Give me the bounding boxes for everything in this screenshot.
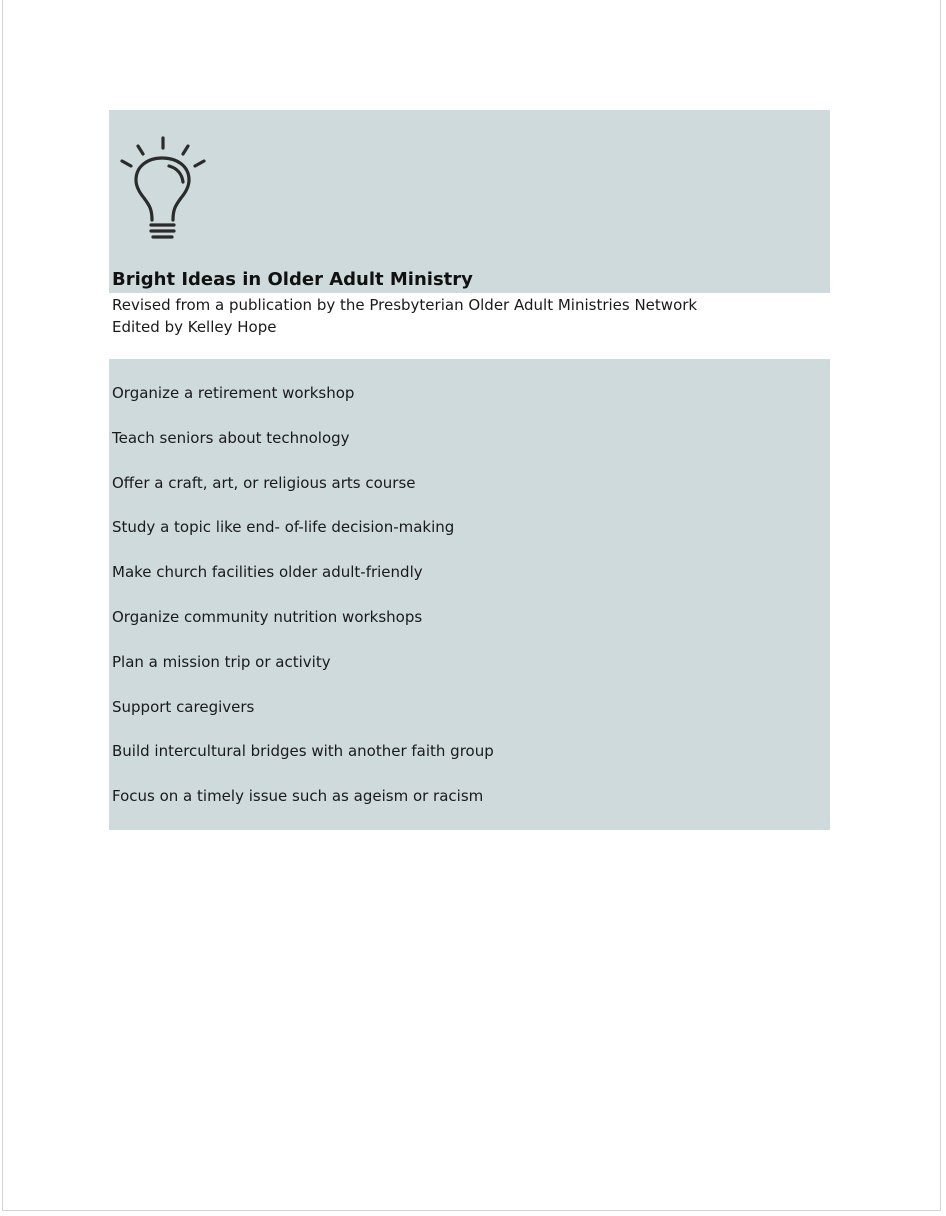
- list-item: Plan a mission trip or activity: [112, 652, 331, 671]
- list-item: Offer a craft, art, or religious arts course: [112, 473, 416, 492]
- ideas-panel: [109, 359, 830, 830]
- subtitle-text: Revised from a publication by the Presbyterian Older Adult Ministries Network: [112, 296, 698, 314]
- list-item: Make church facilities older adult-friendly: [112, 563, 423, 582]
- list-item: Focus on a timely issue such as ageism or racism: [112, 787, 484, 806]
- list-item: Teach seniors about technology: [112, 428, 350, 447]
- page-title: Bright Ideas in Older Adult Ministry: [112, 269, 473, 290]
- list-item: Build intercultural bridges with another faith group: [112, 742, 494, 761]
- editor-credit: Edited by Kelley Hope: [112, 318, 277, 336]
- header-panel: [109, 110, 830, 293]
- ideas-list: [112, 382, 494, 830]
- list-item: Support caregivers: [112, 697, 255, 716]
- list-item: Organize community nutrition workshops: [112, 607, 423, 626]
- lightbulb-icon: [119, 134, 209, 244]
- list-item: Organize a retirement workshop: [112, 384, 355, 402]
- list-item: Study a topic like end- of-life decision-making: [112, 518, 455, 537]
